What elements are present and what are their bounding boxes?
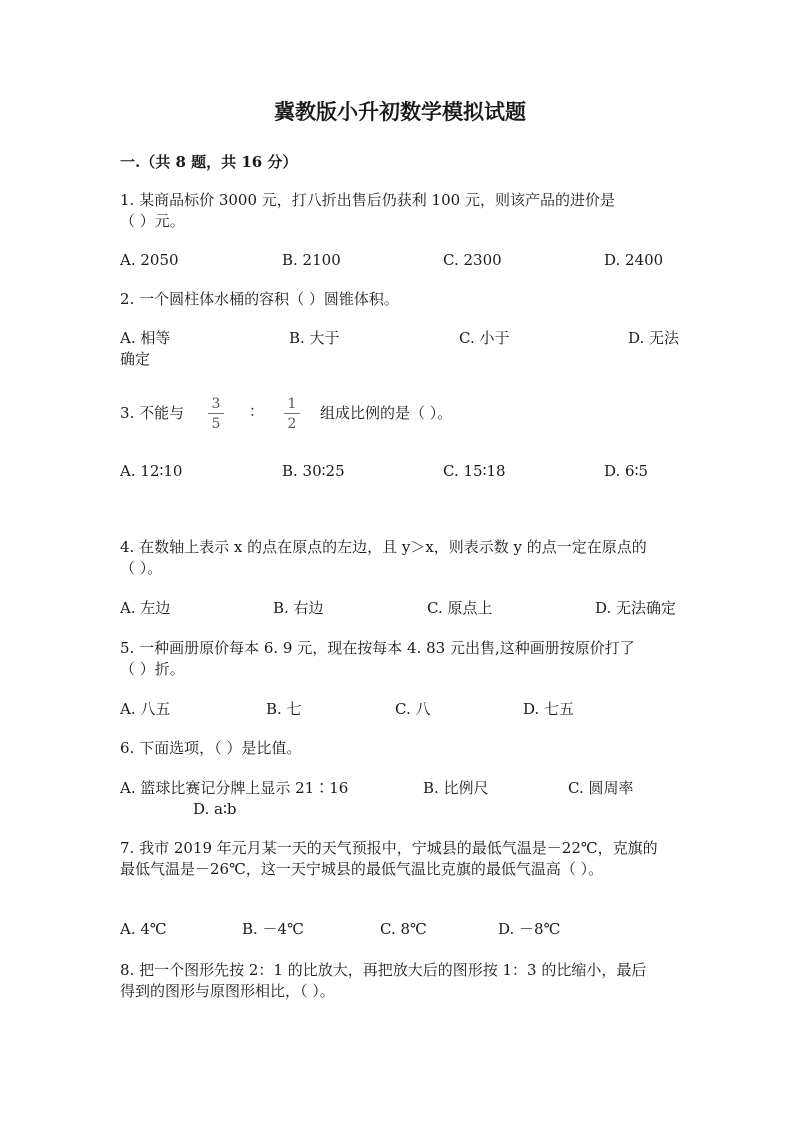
question-3-prefix: 3. 不能与 xyxy=(120,404,185,422)
question-2-option-d-wrap: 确定 xyxy=(120,350,151,368)
question-4-option-c: C. 原点上 xyxy=(427,599,493,617)
question-7-line-2: 最低气温是－26℃，这一天宁城县的最低气温比克旗的最低气温高（ ）。 xyxy=(120,860,604,878)
question-4-line-2: （ ）。 xyxy=(120,559,163,577)
question-5-option-d: D. 七五 xyxy=(523,700,575,718)
fraction-numerator: 1 xyxy=(287,396,297,412)
fraction-three-fifths xyxy=(208,396,224,432)
question-7-line-1: 7. 我市 2019 年元月某一天的天气预报中，宁城县的最低气温是－22℃，克旗的 xyxy=(120,839,658,857)
question-6-option-b: B. 比例尺 xyxy=(423,779,489,797)
question-5-option-b: B. 七 xyxy=(266,700,302,718)
question-3-suffix: 组成比例的是（ ）。 xyxy=(320,404,453,422)
question-6-option-d: D. a∶b xyxy=(193,800,237,818)
question-6-line-1: 6. 下面选项，（ ）是比值。 xyxy=(120,739,302,757)
question-4-line-1: 4. 在数轴上表示 x 的点在原点的左边，且 y＞x，则表示数 y 的点一定在原点的 xyxy=(120,538,647,556)
question-3-option-d: D. 6∶5 xyxy=(604,462,649,480)
question-1-option-d: D. 2400 xyxy=(604,251,664,269)
page-title: 冀教版小升初数学模拟试题 xyxy=(274,99,526,124)
question-1-line-2: （ ）元。 xyxy=(120,212,185,230)
question-5-option-a: A. 八五 xyxy=(120,700,171,718)
question-3-option-c: C. 15∶18 xyxy=(443,462,506,480)
section-heading: 一.（共 8 题，共 16 分） xyxy=(120,153,298,171)
fraction-denominator: 2 xyxy=(287,416,297,432)
question-3-option-a: A. 12∶10 xyxy=(120,462,183,480)
fraction-bar xyxy=(208,413,224,414)
fraction-bar xyxy=(284,413,300,414)
question-1-option-a: A. 2050 xyxy=(120,251,179,269)
fraction-denominator: 5 xyxy=(211,416,221,432)
ratio-colon: ： xyxy=(249,402,265,420)
fraction-one-half xyxy=(284,396,300,432)
question-7-option-d: D. －8℃ xyxy=(498,920,561,938)
question-6-option-a: A. 篮球比赛记分牌上显示 21∶16 xyxy=(120,779,349,797)
question-7-option-a: A. 4℃ xyxy=(120,920,167,938)
question-2-line-1: 2. 一个圆柱体水桶的容积（ ）圆锥体积。 xyxy=(120,290,399,308)
question-2-option-a: A. 相等 xyxy=(120,329,171,347)
question-2-option-d: D. 无法 xyxy=(628,329,680,347)
question-5-line-2: （ ）折。 xyxy=(120,660,185,678)
question-5-line-1: 5. 一种画册原价每本 6. 9 元，现在按每本 4. 83 元出售,这种画册按原价打了 xyxy=(120,639,635,657)
fraction-numerator: 3 xyxy=(211,396,221,412)
question-1-option-c: C. 2300 xyxy=(443,251,502,269)
question-1-option-b: B. 2100 xyxy=(282,251,341,269)
question-4-option-a: A. 左边 xyxy=(120,599,171,617)
question-4-option-b: B. 右边 xyxy=(273,599,324,617)
question-2-option-b: B. 大于 xyxy=(289,329,340,347)
question-8-line-2: 得到的图形与原图形相比，（ ）。 xyxy=(120,982,335,1000)
question-7-option-b: B. －4℃ xyxy=(242,920,304,938)
question-2-option-c: C. 小于 xyxy=(459,329,510,347)
question-6-option-c: C. 圆周率 xyxy=(568,779,634,797)
question-3-option-b: B. 30∶25 xyxy=(282,462,345,480)
question-5-option-c: C. 八 xyxy=(395,700,431,718)
question-4-option-d: D. 无法确定 xyxy=(595,599,677,617)
question-1-line-1: 1. 某商品标价 3000 元，打八折出售后仍获利 100 元，则该产品的进价是 xyxy=(120,191,615,209)
question-7-option-c: C. 8℃ xyxy=(380,920,427,938)
question-8-line-1: 8. 把一个图形先按 2：1 的比放大，再把放大后的图形按 1：3 的比缩小，最后 xyxy=(120,961,647,979)
